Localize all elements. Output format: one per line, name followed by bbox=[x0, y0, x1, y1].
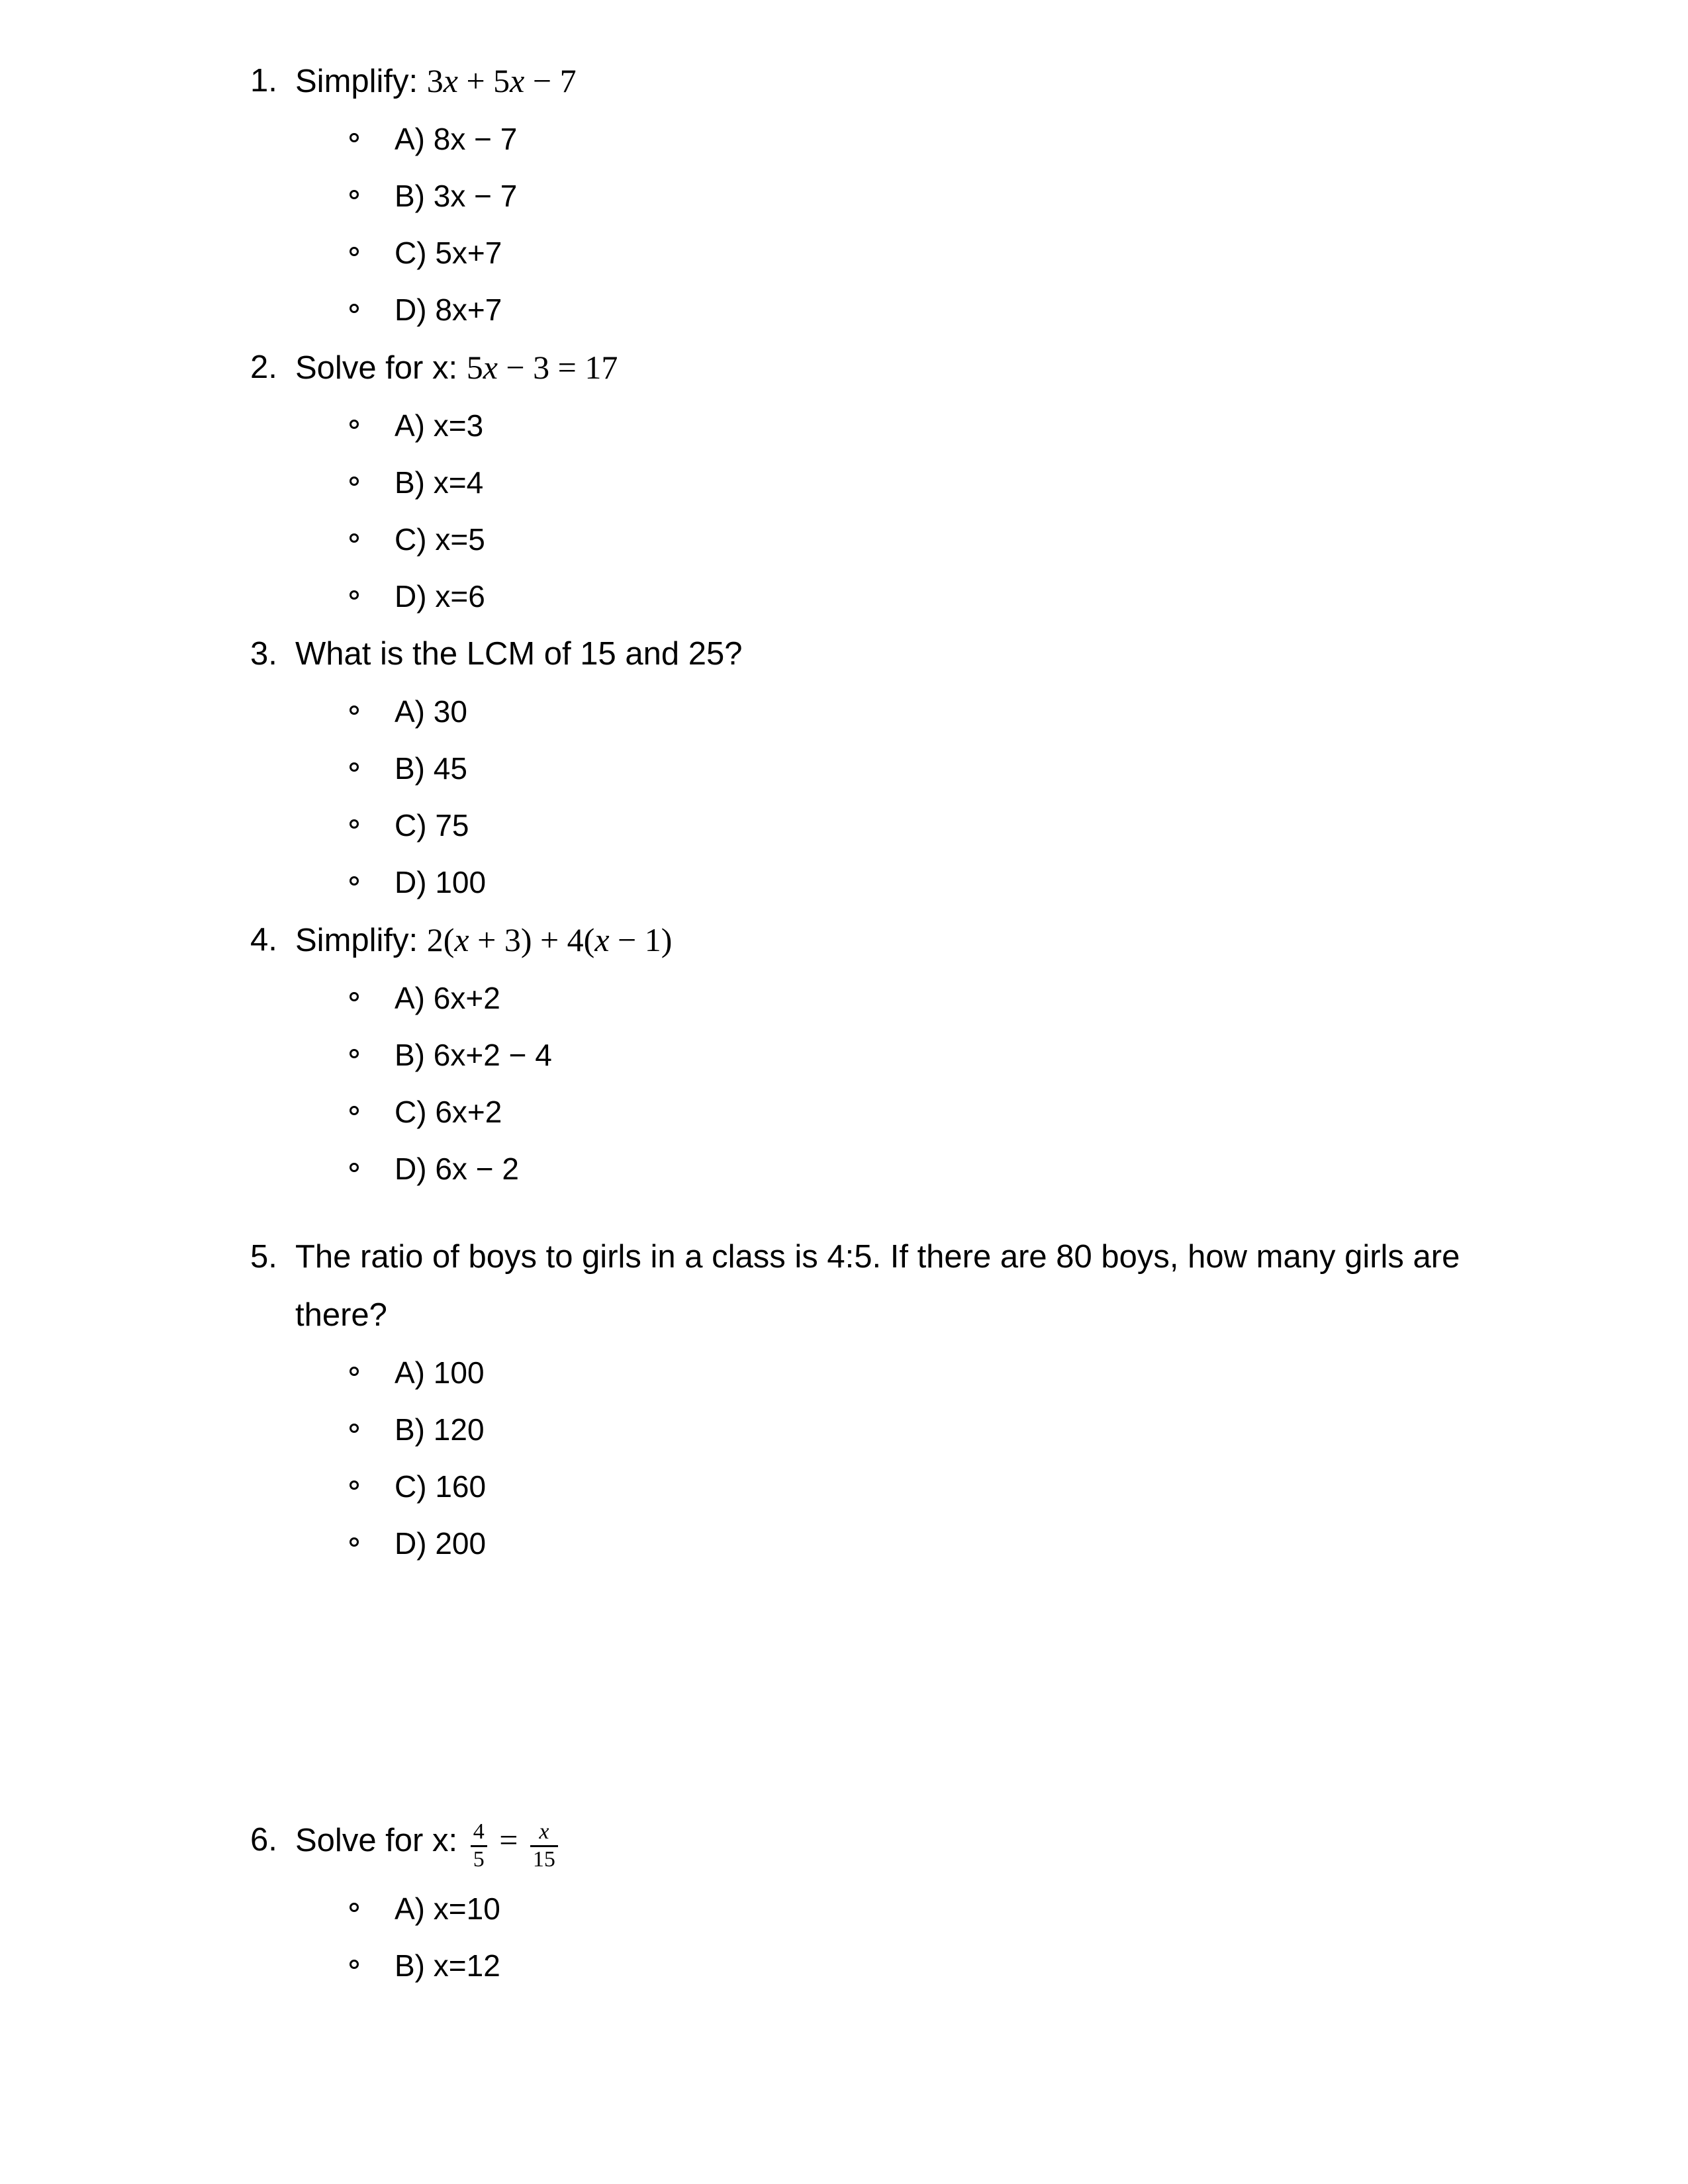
radio-circle-icon[interactable] bbox=[350, 819, 359, 829]
option-letter: A) bbox=[395, 122, 434, 156]
option-text: 8x − 7 bbox=[433, 122, 518, 156]
option-text: 6x+2 bbox=[435, 1095, 502, 1129]
fraction-denominator: 15 bbox=[532, 1846, 555, 1872]
option-text: 120 bbox=[433, 1412, 485, 1447]
option-text: x=6 bbox=[435, 579, 485, 614]
question-block-6 bbox=[0, 1817, 1688, 1994]
question-line-4 bbox=[0, 911, 1688, 970]
question-line-5 bbox=[0, 1228, 1688, 1344]
option-letter: B) bbox=[395, 1038, 434, 1072]
option-text: 160 bbox=[435, 1469, 487, 1504]
option-text: 30 bbox=[433, 694, 467, 729]
option-text: x=10 bbox=[433, 1891, 500, 1927]
option-letter: D) bbox=[395, 293, 436, 327]
question-line-3 bbox=[0, 625, 1688, 683]
option-letter: B) bbox=[395, 1412, 434, 1447]
option-item[interactable] bbox=[0, 111, 1688, 167]
radio-circle-icon[interactable] bbox=[350, 1163, 359, 1172]
options-list-3 bbox=[0, 683, 1688, 911]
option-letter: A) bbox=[395, 694, 434, 729]
fraction-left bbox=[471, 1821, 487, 1871]
option-item[interactable] bbox=[0, 1515, 1688, 1572]
option-letter: D) bbox=[395, 1152, 436, 1186]
option-item[interactable] bbox=[0, 970, 1688, 1026]
option-letter: D) bbox=[395, 579, 436, 614]
question-text-5: The ratio of boys to girls in a class is 4:5. If there are 80 boys, how many girls are there? bbox=[295, 1239, 1460, 1333]
radio-circle-icon[interactable] bbox=[350, 762, 359, 772]
option-item[interactable] bbox=[0, 454, 1688, 511]
option-letter: C) bbox=[395, 236, 436, 270]
question-block-2 bbox=[0, 338, 1688, 625]
option-item[interactable] bbox=[0, 1880, 1688, 1937]
radio-circle-icon[interactable] bbox=[350, 590, 359, 600]
option-text: 75 bbox=[435, 808, 469, 842]
option-text: 6x+2 bbox=[433, 981, 500, 1015]
option-letter: A) bbox=[395, 408, 434, 443]
question-prompt-6: Solve for x: bbox=[295, 1823, 467, 1858]
question-line-1 bbox=[0, 52, 1688, 111]
option-item[interactable] bbox=[0, 854, 1688, 911]
option-item[interactable] bbox=[0, 1026, 1688, 1083]
question-text-6 bbox=[295, 1817, 1476, 1870]
radio-circle-icon[interactable] bbox=[350, 1367, 359, 1376]
option-letter: C) bbox=[395, 808, 436, 842]
page-break-gap bbox=[0, 1572, 1688, 1817]
question-text-1 bbox=[295, 52, 1476, 111]
option-item[interactable] bbox=[0, 281, 1688, 338]
option-letter: D) bbox=[395, 865, 436, 899]
block-spacer bbox=[0, 1197, 1688, 1228]
radio-circle-icon[interactable] bbox=[350, 876, 359, 886]
option-letter: C) bbox=[395, 522, 436, 557]
option-item[interactable] bbox=[0, 1083, 1688, 1140]
question-block-4 bbox=[0, 911, 1688, 1197]
radio-circle-icon[interactable] bbox=[350, 1537, 359, 1547]
option-item[interactable] bbox=[0, 683, 1688, 740]
option-item[interactable] bbox=[0, 1140, 1688, 1197]
option-text: 6x+2 − 4 bbox=[433, 1038, 552, 1072]
question-number-4: 4. bbox=[250, 922, 277, 958]
question-expression-2: 5x − 3 = 17 bbox=[466, 349, 618, 386]
radio-circle-icon[interactable] bbox=[350, 1480, 359, 1490]
option-text: 8x+7 bbox=[435, 293, 502, 327]
option-item[interactable] bbox=[0, 224, 1688, 281]
question-number-5: 5. bbox=[250, 1239, 277, 1275]
question-block-5 bbox=[0, 1228, 1688, 1572]
option-text: 100 bbox=[435, 865, 487, 899]
option-text: x=4 bbox=[433, 465, 484, 500]
radio-circle-icon[interactable] bbox=[350, 1903, 359, 1912]
question-prompt-4: Simplify: bbox=[295, 923, 427, 958]
option-letter: D) bbox=[395, 1526, 436, 1561]
fraction-numerator: 4 bbox=[473, 1819, 485, 1844]
question-text-3: What is the LCM of 15 and 25? bbox=[295, 636, 743, 672]
question-block-3 bbox=[0, 625, 1688, 911]
worksheet-content bbox=[0, 52, 1688, 1994]
option-letter: C) bbox=[395, 1095, 436, 1129]
radio-circle-icon[interactable] bbox=[350, 247, 359, 256]
option-item[interactable] bbox=[0, 1458, 1688, 1515]
option-text: 200 bbox=[435, 1526, 487, 1561]
question-prompt-1: Simplify: bbox=[295, 64, 427, 99]
option-item[interactable] bbox=[0, 1937, 1688, 1994]
option-letter: B) bbox=[395, 465, 434, 500]
option-letter: B) bbox=[395, 751, 434, 786]
question-number-1: 1. bbox=[250, 63, 277, 99]
option-text: 6x − 2 bbox=[435, 1152, 519, 1186]
option-item[interactable] bbox=[0, 511, 1688, 568]
radio-circle-icon[interactable] bbox=[350, 477, 359, 486]
radio-circle-icon[interactable] bbox=[350, 1960, 359, 1969]
question-text-2 bbox=[295, 338, 1476, 397]
radio-circle-icon[interactable] bbox=[350, 992, 359, 1001]
fraction-denominator: 5 bbox=[473, 1846, 485, 1872]
question-number-3: 3. bbox=[250, 636, 277, 672]
option-letter: A) bbox=[395, 1891, 434, 1927]
option-item[interactable] bbox=[0, 568, 1688, 625]
equals-sign: = bbox=[491, 1821, 526, 1858]
radio-circle-icon[interactable] bbox=[350, 1424, 359, 1433]
radio-circle-icon[interactable] bbox=[350, 133, 359, 142]
options-list-1 bbox=[0, 111, 1688, 338]
options-list-5 bbox=[0, 1344, 1688, 1572]
question-line-2 bbox=[0, 338, 1688, 397]
option-text: 45 bbox=[433, 751, 467, 786]
question-expression-4: 2(x + 3) + 4(x − 1) bbox=[426, 921, 673, 958]
radio-circle-icon[interactable] bbox=[350, 1049, 359, 1058]
radio-circle-icon[interactable] bbox=[350, 190, 359, 199]
radio-circle-icon[interactable] bbox=[350, 705, 359, 715]
option-item[interactable] bbox=[0, 740, 1688, 797]
option-item[interactable] bbox=[0, 167, 1688, 224]
option-letter: B) bbox=[395, 179, 434, 213]
option-letter: A) bbox=[395, 1355, 434, 1390]
question-text-4 bbox=[295, 911, 1476, 970]
option-item[interactable] bbox=[0, 397, 1688, 454]
option-text: 5x+7 bbox=[435, 236, 502, 270]
option-text: x=3 bbox=[433, 408, 484, 443]
radio-circle-icon[interactable] bbox=[350, 533, 359, 543]
question-prompt-2: Solve for x: bbox=[295, 350, 467, 386]
option-text: 100 bbox=[433, 1355, 485, 1390]
question-block-1 bbox=[0, 52, 1688, 338]
option-letter: C) bbox=[395, 1469, 436, 1504]
option-item[interactable] bbox=[0, 797, 1688, 854]
question-expression-1: 3x + 5x − 7 bbox=[426, 62, 577, 99]
radio-circle-icon[interactable] bbox=[350, 304, 359, 313]
fraction-right bbox=[530, 1821, 558, 1871]
option-text: x=12 bbox=[433, 1948, 500, 1983]
option-item[interactable] bbox=[0, 1401, 1688, 1458]
question-number-2: 2. bbox=[250, 349, 277, 385]
options-list-4 bbox=[0, 970, 1688, 1197]
option-text: 3x − 7 bbox=[433, 179, 518, 213]
radio-circle-icon[interactable] bbox=[350, 1106, 359, 1115]
options-list-2 bbox=[0, 397, 1688, 625]
question-number-6: 6. bbox=[250, 1822, 277, 1858]
question-line-6 bbox=[0, 1817, 1688, 1870]
option-text: x=5 bbox=[435, 522, 485, 557]
option-letter: B) bbox=[395, 1948, 434, 1983]
options-list-6 bbox=[0, 1880, 1688, 1994]
option-item[interactable] bbox=[0, 1344, 1688, 1401]
option-letter: A) bbox=[395, 981, 434, 1015]
radio-circle-icon[interactable] bbox=[350, 420, 359, 429]
fraction-numerator: x bbox=[539, 1819, 549, 1844]
